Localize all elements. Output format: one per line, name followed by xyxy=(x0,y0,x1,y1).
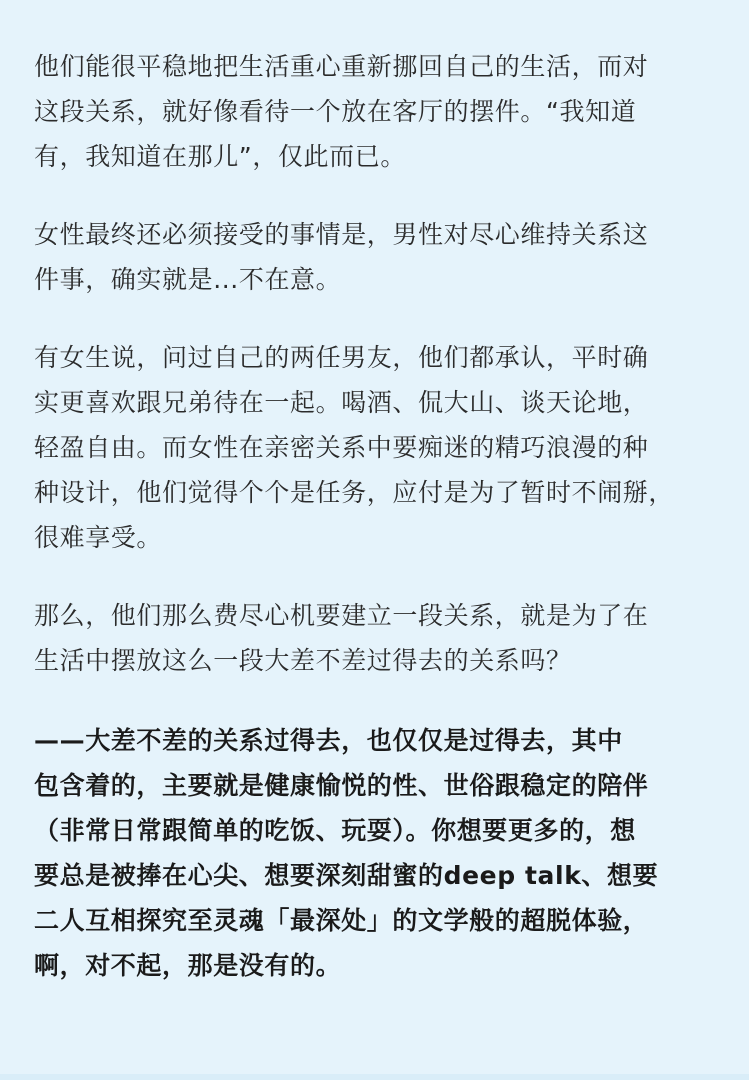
paragraph-3: 有女生说，问过自己的两任男友，他们都承认，平时确 实更喜欢跟兄弟待在一起。喝酒、侃大山、谈天论地， 轻盈自由。而女性在亲密关系中要痴迷的精巧浪漫的种 种设计，他们觉得个个是任务，应付是为了暂时不闹掰， 很难享受。 xyxy=(34,343,675,552)
paragraph-4: 那么，他们那么费尽心机要建立一段关系，就是为了在 生活中摆放这么一段大差不差过得去的关系吗？ xyxy=(34,601,649,675)
bottom-divider xyxy=(0,1074,749,1080)
bold-conclusion-paragraph: ——大差不差的关系过得去，也仅仅是过得去，其中 包含着的，主要就是健康愉悦的性、世俗跟稳定的陪伴 （非常日常跟简单的吃饭、玩耍）。你想要更多的，想 要总是被捧在心尖、想要深刻甜蜜的deep talk、想要 二人互相探究至灵魂「最深处」的文学般的超脱体验， 啊，对不起，那是没有的。 xyxy=(34,726,659,980)
paragraph-2: 女性最终还必须接受的事情是，男性对尽心维持关系这 件事，确实就是...不在意。 xyxy=(34,220,649,294)
paragraph-1: 他们能很平稳地把生活重心重新挪回自己的生活，而对 这段关系，就好像看待一个放在客厅的摆件。“我知道 有，我知道在那儿”，仅此而已。 xyxy=(34,52,649,171)
